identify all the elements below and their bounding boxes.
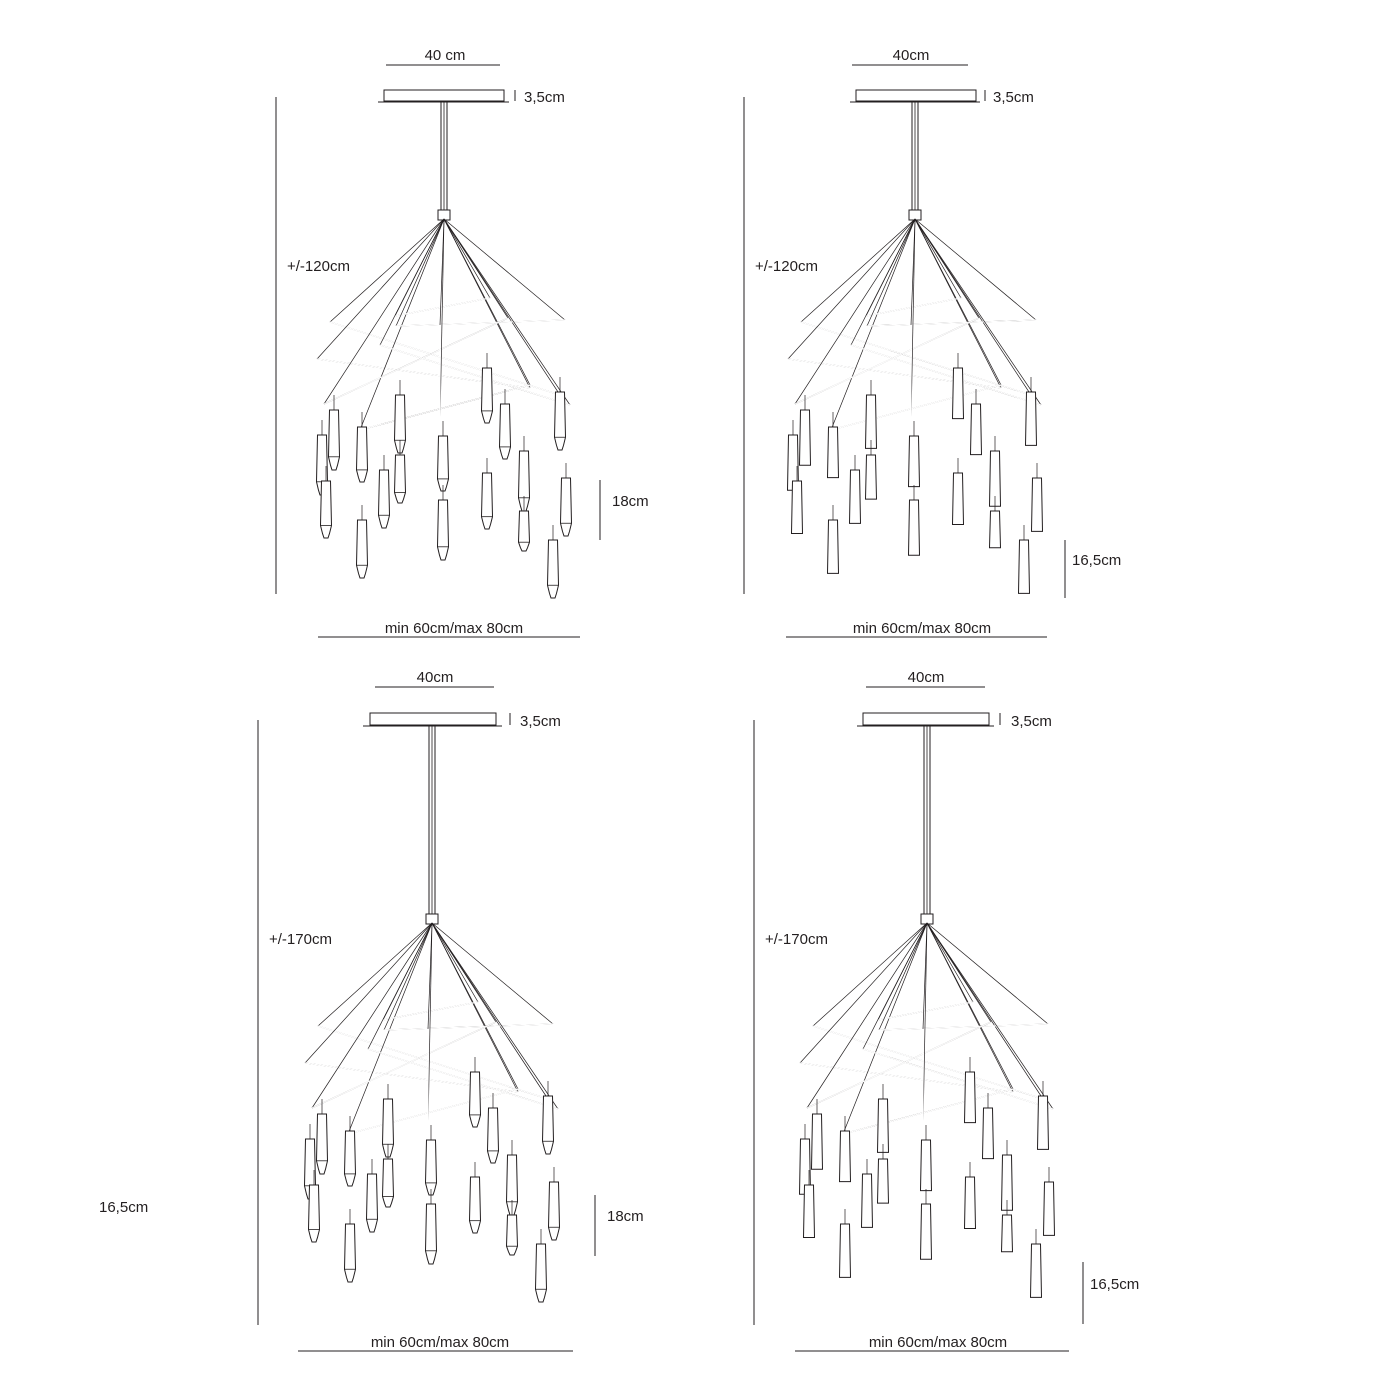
pendant-length-dimension bbox=[1083, 1262, 1139, 1324]
glass-pendant bbox=[828, 520, 839, 573]
glass-pendant bbox=[828, 427, 839, 478]
support-cable bbox=[444, 219, 508, 318]
chandelier-fixture bbox=[788, 102, 1043, 593]
canopy bbox=[857, 713, 1052, 730]
glass-pendant bbox=[482, 473, 493, 529]
support-cable bbox=[444, 219, 490, 298]
support-cable bbox=[432, 923, 478, 1002]
glass-pendant bbox=[357, 427, 368, 482]
width-label: 40cm bbox=[416, 669, 454, 686]
glass-pendant bbox=[1044, 1182, 1055, 1235]
arm-rod-highlight bbox=[879, 1024, 1048, 1030]
overall-height-dimension bbox=[276, 97, 350, 594]
glass-pendant bbox=[1002, 1215, 1013, 1252]
support-cable bbox=[863, 923, 927, 1049]
support-cable bbox=[432, 923, 553, 1024]
glass-pendant bbox=[555, 392, 566, 450]
glass-pendant bbox=[1026, 392, 1037, 445]
glass-pendant bbox=[971, 404, 982, 455]
glass-pendant bbox=[965, 1072, 976, 1123]
glass-pendant bbox=[543, 1096, 554, 1154]
width-label: 40cm bbox=[907, 669, 945, 686]
support-cable bbox=[927, 923, 991, 1022]
arm-rod-highlight bbox=[867, 320, 1036, 326]
stray-dimension-label: 16,5cm bbox=[99, 1199, 149, 1216]
glass-pendant bbox=[426, 1204, 437, 1264]
pendant-length-label: 18cm bbox=[612, 493, 649, 510]
glass-pendant bbox=[507, 1215, 518, 1255]
chandelier-fixture bbox=[800, 726, 1055, 1297]
arm-rod-highlight bbox=[318, 1026, 548, 1099]
pendant-length-label: 16,5cm bbox=[1090, 1276, 1140, 1293]
diagram-top-left bbox=[276, 47, 649, 637]
spread-label: min 60cm/max 80cm bbox=[868, 1334, 1008, 1351]
arm-rod-highlight bbox=[368, 1049, 558, 1109]
glass-pendant bbox=[1019, 540, 1030, 593]
canopy-height-label: 3,5cm bbox=[993, 89, 1034, 106]
support-cable bbox=[915, 219, 961, 298]
pendant-length-dimension bbox=[595, 1195, 644, 1256]
glass-pendant bbox=[519, 511, 530, 551]
chandelier-fixture bbox=[317, 102, 572, 598]
overall-height-label: +/-120cm bbox=[287, 258, 350, 275]
support-cable bbox=[879, 923, 927, 1030]
glass-pendant bbox=[549, 1182, 560, 1240]
glass-pendant bbox=[909, 500, 920, 555]
spread-dimension bbox=[795, 1334, 1069, 1351]
canopy-height-label: 3,5cm bbox=[520, 713, 561, 730]
canopy bbox=[363, 713, 561, 730]
glass-pendant bbox=[438, 500, 449, 560]
support-cable bbox=[927, 923, 1048, 1024]
arm-rod-highlight bbox=[384, 1024, 553, 1030]
glass-pendant bbox=[862, 1174, 873, 1227]
glass-pendant bbox=[850, 470, 861, 523]
canopy-height-label: 3,5cm bbox=[524, 89, 565, 106]
overall-height-label: +/-170cm bbox=[269, 931, 332, 948]
glass-pendant bbox=[345, 1224, 356, 1282]
spread-dimension bbox=[318, 620, 580, 637]
hub bbox=[426, 914, 438, 924]
support-cable bbox=[915, 219, 1041, 405]
glass-pendant bbox=[800, 410, 811, 465]
canopy bbox=[850, 89, 1034, 106]
glass-pendant bbox=[953, 473, 964, 525]
glass-pendant bbox=[812, 1114, 823, 1169]
support-cable bbox=[927, 923, 973, 1002]
width-dimension bbox=[386, 47, 500, 65]
width-label: 40 cm bbox=[424, 47, 466, 64]
glass-pendant bbox=[395, 455, 406, 503]
glass-pendant bbox=[1031, 1244, 1042, 1297]
glass-pendant bbox=[909, 436, 920, 487]
glass-pendant bbox=[379, 470, 390, 528]
glass-pendant bbox=[470, 1177, 481, 1233]
support-cable bbox=[444, 219, 570, 405]
glass-pendant bbox=[357, 520, 368, 578]
support-cable bbox=[851, 219, 915, 345]
glass-pendant bbox=[345, 1131, 356, 1186]
glass-pendant bbox=[500, 404, 511, 459]
glass-pendant bbox=[482, 368, 493, 423]
support-cable bbox=[380, 219, 444, 345]
arm-rod-highlight bbox=[330, 322, 560, 395]
support-cable bbox=[867, 219, 915, 326]
glass-pendant bbox=[990, 511, 1001, 548]
arm-rod-highlight bbox=[788, 359, 1001, 388]
width-dimension bbox=[852, 47, 968, 65]
hub bbox=[921, 914, 933, 924]
glass-pendant bbox=[321, 481, 332, 538]
arm-rod-highlight bbox=[813, 1026, 1043, 1099]
glass-pendant bbox=[536, 1244, 547, 1302]
pendant-length-label: 18cm bbox=[607, 1208, 644, 1225]
spread-label: min 60cm/max 80cm bbox=[370, 1334, 510, 1351]
glass-pendant bbox=[792, 481, 803, 533]
spread-dimension bbox=[786, 620, 1047, 637]
diagram-bottom-right bbox=[754, 669, 1139, 1351]
support-cable bbox=[368, 923, 432, 1049]
support-cable bbox=[927, 923, 1053, 1109]
support-cable bbox=[915, 219, 979, 318]
spread-label: min 60cm/max 80cm bbox=[384, 620, 524, 637]
support-cable bbox=[432, 923, 558, 1109]
glass-pendant bbox=[309, 1185, 320, 1242]
overall-height-dimension bbox=[744, 97, 818, 594]
glass-pendant bbox=[878, 1159, 889, 1203]
support-cable bbox=[444, 219, 565, 320]
support-cable bbox=[915, 219, 1036, 320]
width-dimension bbox=[375, 669, 494, 687]
width-dimension bbox=[866, 669, 985, 687]
glass-pendant bbox=[953, 368, 964, 419]
arm-rod-highlight bbox=[317, 359, 530, 388]
arm-rod-highlight bbox=[801, 322, 1031, 395]
glass-pendant bbox=[921, 1204, 932, 1259]
hub bbox=[438, 210, 450, 220]
arm-rod-highlight bbox=[305, 1063, 518, 1092]
support-cable bbox=[432, 923, 496, 1022]
hub bbox=[909, 210, 921, 220]
glass-pendant bbox=[804, 1185, 815, 1237]
arm-rod-highlight bbox=[396, 320, 565, 326]
glass-pendant bbox=[488, 1108, 499, 1163]
glass-pendant bbox=[1038, 1096, 1049, 1149]
glass-pendant bbox=[470, 1072, 481, 1127]
pendant-length-dimension bbox=[600, 480, 649, 540]
overall-height-label: +/-170cm bbox=[765, 931, 828, 948]
glass-pendant bbox=[983, 1108, 994, 1159]
glass-pendant bbox=[548, 540, 559, 598]
pendant-length-label: 16,5cm bbox=[1072, 552, 1122, 569]
glass-pendant bbox=[965, 1177, 976, 1229]
glass-pendant bbox=[329, 410, 340, 470]
glass-pendant bbox=[367, 1174, 378, 1232]
pendant-length-dimension bbox=[1065, 540, 1121, 598]
glass-pendant bbox=[840, 1131, 851, 1182]
glass-pendant bbox=[438, 436, 449, 491]
glass-pendant bbox=[921, 1140, 932, 1191]
spread-dimension bbox=[298, 1334, 573, 1351]
overall-height-label: +/-120cm bbox=[755, 258, 818, 275]
width-label: 40cm bbox=[892, 47, 930, 64]
arm-rod-highlight bbox=[380, 345, 570, 405]
support-cable bbox=[384, 923, 432, 1030]
glass-pendant bbox=[317, 1114, 328, 1174]
arm-rod-highlight bbox=[851, 345, 1041, 405]
arm-rod-highlight bbox=[800, 1063, 1013, 1092]
overall-height-dimension bbox=[258, 720, 332, 1325]
diagram-bottom-left bbox=[258, 669, 644, 1351]
diagram-top-right bbox=[744, 47, 1121, 637]
support-cable bbox=[396, 219, 444, 326]
spread-label: min 60cm/max 80cm bbox=[852, 620, 992, 637]
glass-pendant bbox=[383, 1159, 394, 1207]
arm-rod-highlight bbox=[863, 1049, 1053, 1109]
glass-pendant bbox=[840, 1224, 851, 1277]
chandelier-fixture bbox=[305, 726, 560, 1302]
glass-pendant bbox=[1032, 478, 1043, 531]
glass-pendant bbox=[426, 1140, 437, 1195]
canopy-height-label: 3,5cm bbox=[1011, 713, 1052, 730]
canopy bbox=[378, 89, 565, 106]
glass-pendant bbox=[561, 478, 572, 536]
glass-pendant bbox=[866, 455, 877, 499]
